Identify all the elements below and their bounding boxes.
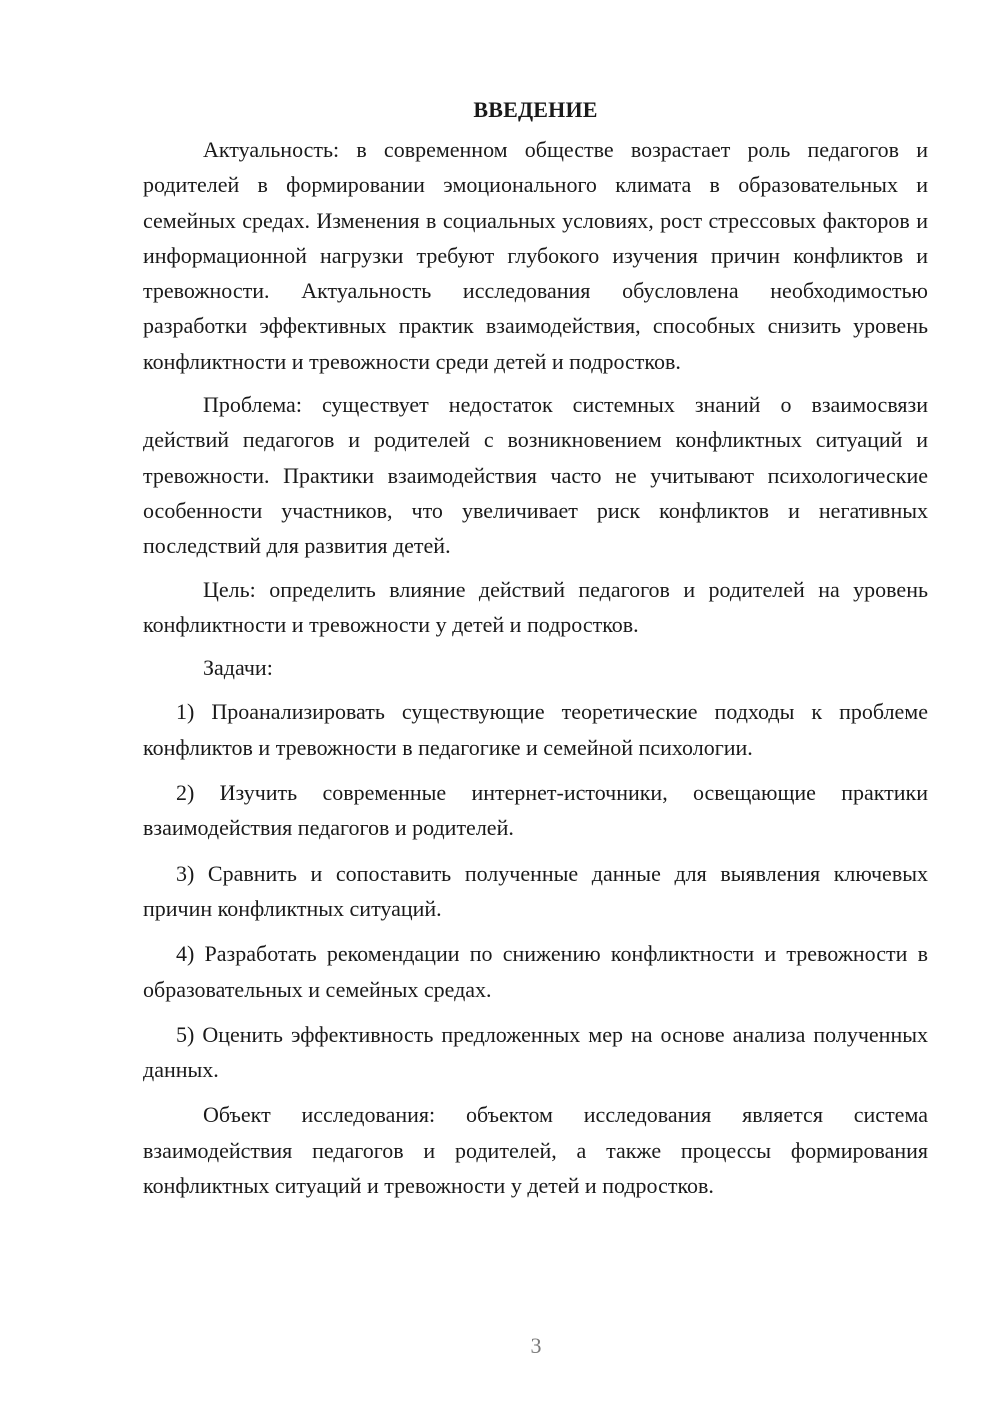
- relevance-paragraph: Актуальность: в современном обществе возрастает роль педагогов и родителей в формировании эмоционального климата в образовательных и семейных средах. Изменения в социальных условиях, рост стрессовых факторов и информационной нагрузки требуют глубокого изучения причин конфликтов и тревожности. Актуальность исследования обусловлена необходимостью разработки эффективных практик взаимодействия, способных снизить уровень конфликтности и тревожности среди детей и подростков.: [143, 137, 928, 374]
- object-paragraph: Объект исследования: объектом исследования является система взаимодействия педагогов и родителей, а также процессы формирования конфликтных ситуаций и тревожности у детей и подростков.: [143, 1102, 928, 1199]
- task-item-3: 3) Сравнить и сопоставить полученные данные для выявления ключевых причин конфликтных ситуаций.: [143, 860, 928, 921]
- page-number: 3: [530, 1333, 542, 1358]
- task-item-5: 5) Оценить эффективность предложенных мер на основе анализа полученных данных.: [143, 1021, 928, 1083]
- problem-paragraph: Проблема: существует недостаток системных знаний о взаимосвязи действий педагогов и родителей с возникновением конфликтных ситуаций и тревожности. Практики взаимодействия часто не учитывают психологические особенности участников, что увеличивает риск конфликтов и негативных последствий для развития детей.: [143, 392, 928, 559]
- document-page: [143, 92, 928, 1211]
- task-item-2: 2) Изучить современные интернет-источники, освещающие практики взаимодействия педагогов и родителей.: [143, 780, 928, 841]
- task-item-1: 1) Проанализировать существующие теоретические подходы к проблеме конфликтов и тревожности в педагогике и семейной психологии.: [143, 699, 928, 760]
- tasks-heading: Задачи:: [203, 655, 273, 681]
- section-title: ВВЕДЕНИЕ: [473, 97, 598, 122]
- task-item-4: 4) Разработать рекомендации по снижению конфликтности и тревожности в образовательных и семейных средах.: [143, 941, 928, 1002]
- goal-paragraph: Цель: определить влияние действий педагогов и родителей на уровень конфликтности и тревожности у детей и подростков.: [143, 576, 928, 637]
